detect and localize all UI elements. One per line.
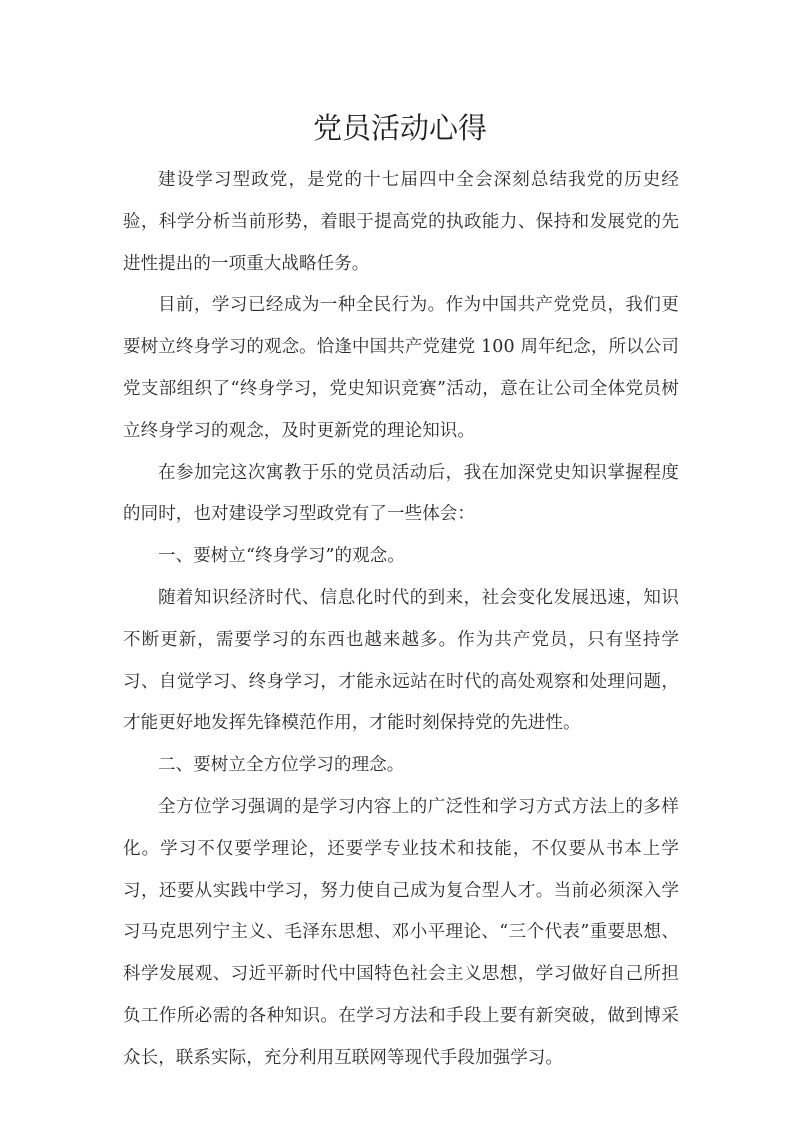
paragraph-section-1: 随着知识经济时代、信息化时代的到来，社会变化发展迅速，知识不断更新，需要学习的东西也越来越多。作为共产党员，只有坚持学习、自觉学习、终身学习，才能永远站在时代的高处观察和处理问题，才能更好地发挥先锋模范作用，才能时刻保持党的先进性。 [123, 587, 679, 734]
section-heading-2: 二、要树立全方位学习的理念。 [158, 755, 405, 776]
paragraph-reflection: 在参加完这次寓教于乐的党员活动后，我在加深党史知识掌握程度的同时，也对建设学习型政党有了一些体会： [123, 462, 679, 525]
paragraph-intro: 建设学习型政党，是党的十七届四中全会深刻总结我党的历史经验，科学分析当前形势，着眼于提高党的执政能力、保持和发展党的先进性提出的一项重大战略任务。 [123, 170, 679, 274]
document-body [123, 160, 679, 1080]
document-title: 党员活动心得 [312, 111, 487, 145]
paragraph-section-2: 全方位学习强调的是学习内容上的广泛性和学习方式方法上的多样化。学习不仅要学理论，还要学专业技术和技能，不仅要从书本上学习，还要从实践中学习，努力使自己成为复合型人才。当前必须深入学习马克思列宁主义、毛泽东思想、邓小平理论、“三个代表”重要思想、科学发展观、习近平新时代中国特色社会主义思想，学习做好自己所担负工作所必需的各种知识。在学习方法和手段上要有新突破，做到博采众长，联系实际，充分利用互联网等现代手段加强学习。 [123, 796, 679, 1068]
section-heading-1: 一、要树立“终身学习”的观念。 [158, 546, 405, 567]
paragraph-background: 目前，学习已经成为一种全民行为。作为中国共产党党员，我们更要树立终身学习的观念。恰逢中国共产党建党 100 周年纪念，所以公司党支部组织了“终身学习，党史知识竞赛”活动，意在让公司全体党员树立终身学习的观念，及时更新党的理论知识。 [123, 295, 679, 441]
